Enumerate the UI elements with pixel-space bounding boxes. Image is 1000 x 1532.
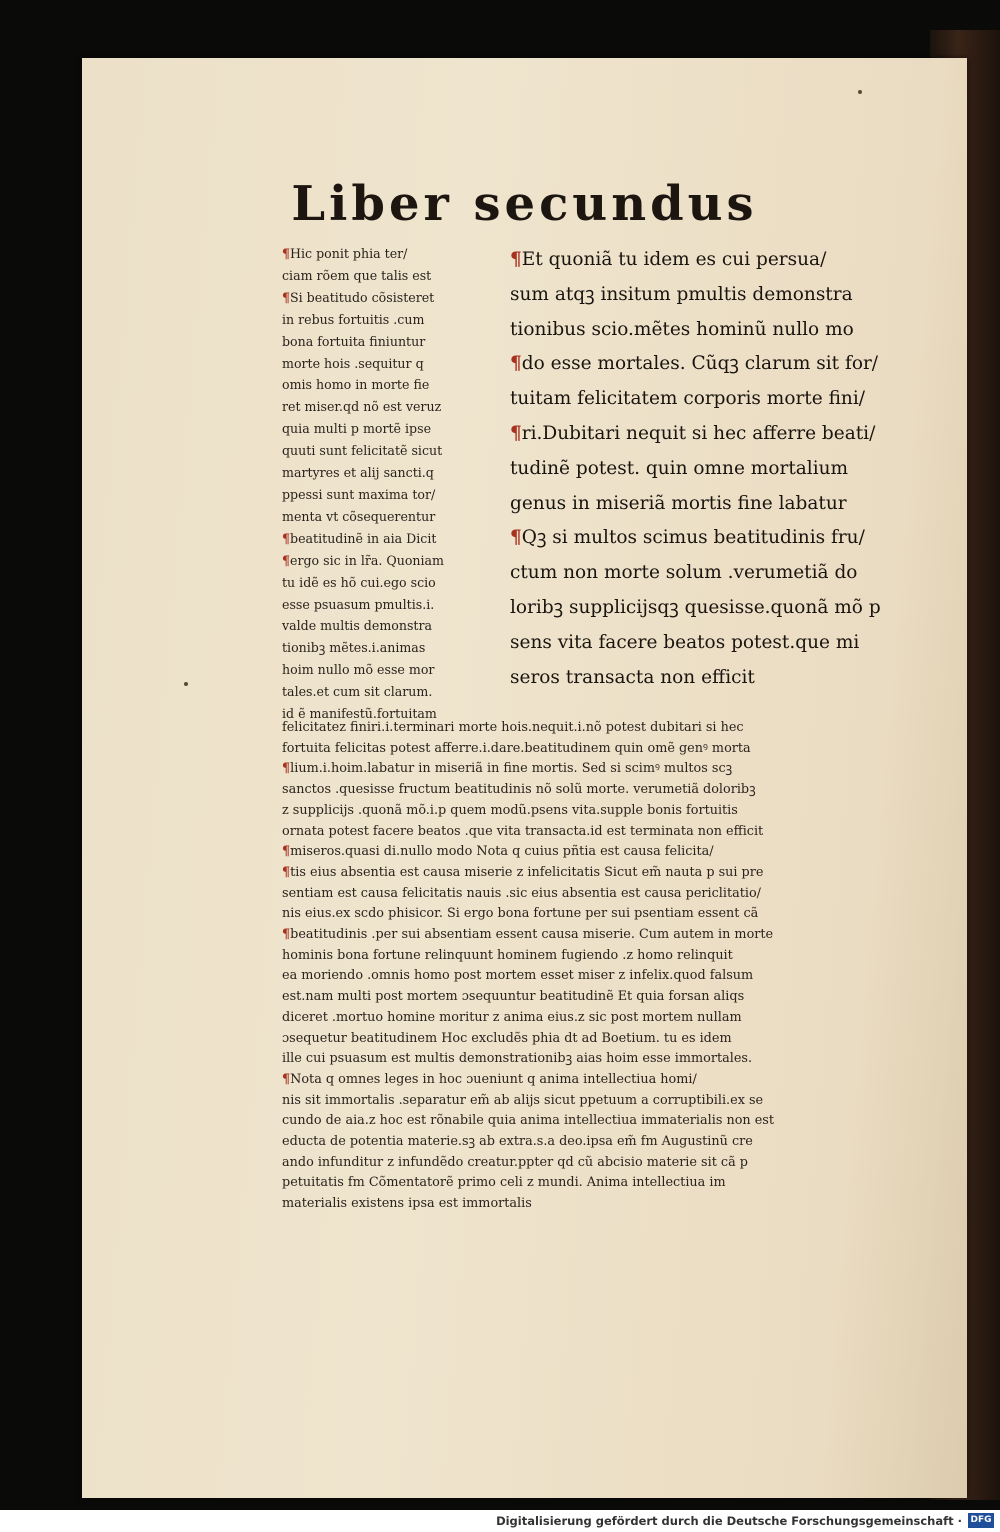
commentary-line: ¶Si beatitudo cõsisteret: [282, 289, 435, 305]
paragraph-mark: ¶: [282, 246, 291, 261]
funding-credit: Digitalisierung gefördert durch die Deutsche Forschungsgemeinschaft ·: [496, 1514, 962, 1528]
commentary-line: ¶Nota q omnes leges in hoc ɔueniunt q anima intellectiua homi/: [282, 1071, 697, 1087]
main-text-line: tionibus scio.mẽtes hominũ nullo mo: [510, 318, 854, 340]
running-head: Liber secundus: [291, 176, 758, 232]
commentary-line: in rebus fortuitis .cum: [282, 311, 425, 327]
commentary-line: menta vt cõsequerentur: [282, 508, 436, 524]
commentary-line: ¶Hic ponit phia ter/: [282, 246, 408, 261]
commentary-line: nis sit immortalis .separatur em̃ ab alijs sicut ppetuum a corruptibili.ex se: [282, 1092, 764, 1108]
commentary-line: ¶ergo sic in lr̃a. Quoniam: [282, 552, 444, 568]
paragraph-mark: ¶: [282, 864, 291, 880]
paragraph-mark: ¶: [282, 289, 291, 305]
commentary-line: fortuita felicitas potest afferre.i.dare.beatitudinem quin omẽ genꝰ morta: [282, 740, 751, 756]
main-text-line: seros transacta non efficit: [510, 666, 755, 688]
main-text-line: ctum non morte solum .verumetiã do: [510, 562, 858, 584]
paper-speck: [858, 90, 862, 94]
commentary-line: ornata potest facere beatos .que vita transacta.id est terminata non efficit: [282, 823, 764, 839]
commentary-line: ea moriendo .omnis homo post mortem esset miser z infelix.quod falsum: [282, 968, 754, 984]
commentary-line: ɔsequetur beatitudinem Hoc excludẽs phia dt ad Boetium. tu es idem: [282, 1030, 732, 1046]
commentary-line: cundo de aia.z hoc est rõnabile quia anima intellectiua immaterialis non est: [282, 1113, 774, 1129]
commentary-line: hoim nullo mõ esse mor: [282, 662, 435, 678]
commentary-line: sanctos .quesisse fructum beatitudinis nõ solũ morte. verumetiã doloribꝫ: [282, 782, 756, 798]
main-text-line: sum atqꝫ insitum pmultis demonstra: [510, 283, 853, 305]
paragraph-mark: ¶: [282, 530, 291, 546]
commentary-line: ¶tis eius absentia est causa miserie z infelicitatis Sicut em̃ nauta p sui pre: [282, 864, 764, 880]
paragraph-mark: ¶: [282, 844, 291, 860]
main-text-line: genus in miseriã mortis fine labatur: [510, 492, 847, 514]
paragraph-mark: ¶: [510, 527, 522, 549]
commentary-line: nis eius.ex scdo phisicor. Si ergo bona fortune per sui psentiam essent cã: [282, 906, 759, 922]
commentary-line: ¶beatitudinis .per sui absentiam essent causa miserie. Cum autem in morte: [282, 927, 774, 943]
commentary-line: materialis existens ipsa est immortalis: [282, 1196, 532, 1212]
commentary-line: quuti sunt felicitatẽ sicut: [282, 443, 443, 459]
main-text-line: ¶do esse mortales. Cũqꝫ clarum sit for/: [510, 353, 879, 375]
commentary-line: hominis bona fortune relinquunt hominem fugiendo .z homo relinquit: [282, 947, 733, 963]
commentary-line: ¶miseros.quasi di.nullo modo Nota q cuius pñtia est causa felicita/: [282, 844, 714, 860]
commentary-line: ¶beatitudinẽ in aia Dicit: [282, 530, 437, 546]
main-text-line: tuitam felicitatem corporis morte fini/: [510, 388, 865, 410]
paragraph-mark: ¶: [510, 422, 522, 444]
commentary-line: omis homo in morte fie: [282, 377, 430, 393]
commentary-line: ando infunditur z infundẽdo creatur.ppter qd cũ abcisio materie sit cã p: [282, 1154, 748, 1170]
commentary-line: felicitatez finiri.i.terminari morte hois.nequit.i.nõ potest dubitari si hec: [282, 720, 744, 735]
commentary-line: tu idẽ es hõ cui.ego scio: [282, 574, 436, 590]
commentary-line: tionibꝫ mẽtes.i.animas: [282, 640, 426, 656]
commentary-line: ille cui psuasum est multis demonstrationibꝫ aias hoim esse immortales.: [282, 1051, 753, 1067]
commentary-line: educta de potentia materie.sꝫ ab extra.s.a deo.ipsa em̃ fm Augustinũ cre: [282, 1134, 753, 1150]
commentary-line: valde multis demonstra: [282, 618, 433, 634]
commentary-line: ciam rõem que talis est: [282, 267, 432, 283]
commentary-line: ¶lium.i.hoim.labatur in miseriã in fine mortis. Sed si scimꝰ multos scꝫ: [282, 761, 733, 777]
paragraph-mark: ¶: [510, 249, 522, 270]
book-page: [82, 58, 967, 1498]
commentary-line: petuitatis fm Cõmentatorẽ primo celi z mundi. Anima intellectiua im: [282, 1175, 726, 1191]
main-text-line: ¶Et quoniã tu idem es cui persua/: [510, 249, 827, 270]
main-text-line: ¶ri.Dubitari nequit si hec afferre beati/: [510, 422, 876, 444]
commentary-line: esse psuasum pmultis.i.: [282, 596, 435, 612]
paragraph-mark: ¶: [282, 761, 291, 777]
commentary-full-width: [282, 718, 902, 1215]
commentary-column: [282, 243, 497, 725]
commentary-line: morte hois .sequitur q: [282, 355, 424, 371]
paragraph-mark: ¶: [282, 552, 291, 568]
main-text-column: [510, 243, 910, 695]
commentary-line: tales.et cum sit clarum.: [282, 684, 433, 700]
commentary-line: bona fortuita finiuntur: [282, 333, 426, 349]
commentary-line: id ẽ manifestũ.fortuitam: [282, 706, 437, 722]
dfg-logo: DFG: [968, 1513, 994, 1528]
main-text-line: tudinẽ potest. quin omne mortalium: [510, 457, 849, 479]
paragraph-mark: ¶: [282, 1071, 291, 1087]
main-text-line: loribꝫ supplicijsqꝫ quesisse.quonã mõ p: [510, 596, 881, 618]
commentary-line: est.nam multi post mortem ɔsequuntur beatitudinẽ Et quia forsan aliqs: [282, 989, 745, 1005]
commentary-line: ppessi sunt maxima tor/: [282, 486, 436, 502]
commentary-line: ret miser.qd nõ est veruz: [282, 399, 442, 415]
commentary-line: martyres et alij sancti.q: [282, 465, 434, 481]
main-text-line: ¶Qꝫ si multos scimus beatitudinis fru/: [510, 527, 865, 549]
commentary-line: quia multi p mortẽ ipse: [282, 421, 432, 437]
digitization-footer: [0, 1510, 1000, 1532]
paper-speck: [184, 682, 188, 686]
commentary-line: diceret .mortuo homine moritur z anima eius.z sic post mortem nullam: [282, 1009, 742, 1025]
main-text-line: sens vita facere beatos potest.que mi: [510, 631, 860, 653]
paragraph-mark: ¶: [282, 927, 291, 943]
commentary-line: z supplicijs .quonã mõ.i.p quem modũ.psens vita.supple bonis fortuitis: [282, 802, 738, 818]
commentary-line: sentiam est causa felicitatis nauis .sic eius absentia est causa periclitatio/: [282, 885, 761, 901]
paragraph-mark: ¶: [510, 353, 522, 375]
